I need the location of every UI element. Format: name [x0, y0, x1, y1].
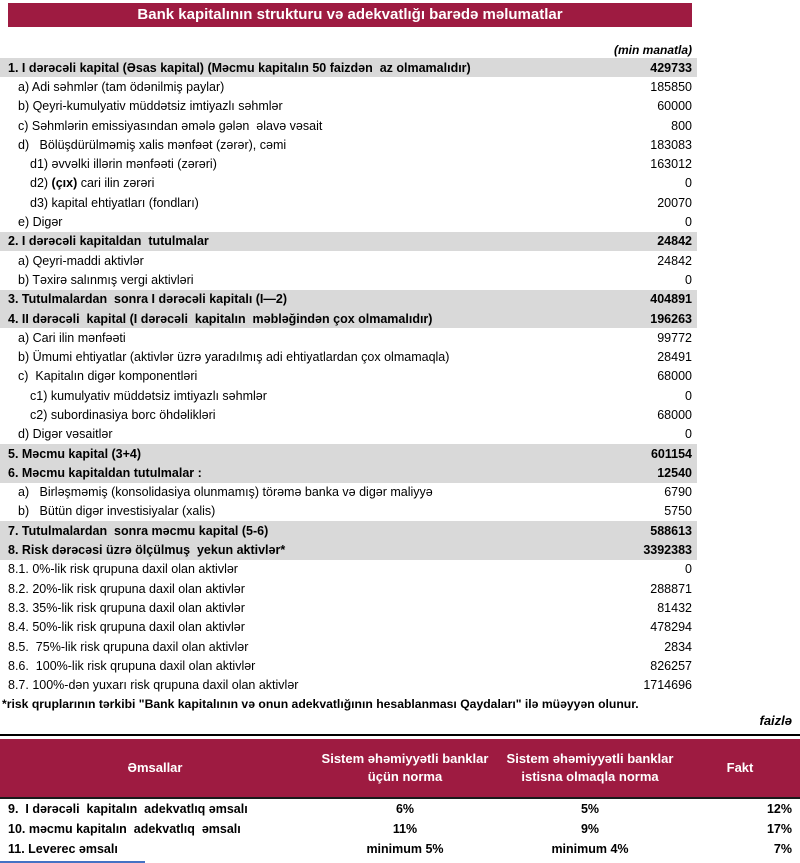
row-label: d) Digər vəsaitlər: [18, 427, 113, 442]
norm-non-systemic-value: minimum 4%: [551, 841, 629, 856]
fact-value: 12%: [766, 801, 792, 816]
row-value: 0: [685, 388, 692, 403]
row-label: 5. Məcmu kapital (3+4): [8, 446, 142, 461]
row-label: 9. I dərəcəli kapitalın adekvatlıq əmsalı: [8, 801, 248, 816]
row-value: 185850: [650, 79, 692, 94]
row-value: 826257: [650, 658, 692, 673]
row-value: 20070: [657, 195, 692, 210]
row-value: 429733: [650, 60, 692, 75]
row-value: 5750: [664, 504, 692, 519]
row-label: 1. I dərəcəli kapital (Əsas kapital) (Məcmu kapitalın 50 faizdən az olmamalıdır): [8, 60, 471, 75]
table-row: [0, 309, 697, 328]
row-label: b) Ümumi ehtiyatlar (aktivlər üzrə yaradılmış adi ehtiyatlardan çox olmamaqla): [18, 350, 450, 365]
fact-value: 17%: [766, 821, 792, 836]
table-row: [0, 560, 697, 579]
row-value: 588613: [650, 523, 692, 538]
row-value: 196263: [650, 311, 692, 326]
row-label: d) Bölüşdürülməmiş xalis mənfəət (zərər), cəmi: [18, 137, 287, 152]
table-row: [0, 347, 697, 366]
table-row: [0, 502, 697, 521]
table-row: [0, 839, 800, 859]
row-value: 68000: [657, 369, 692, 384]
row-label: c1) kumulyativ müddətsiz imtiyazlı səhmlər: [30, 388, 267, 403]
capital-structure-table: [0, 58, 697, 695]
row-value: 0: [685, 427, 692, 442]
row-label: a) Birləşməmiş (konsolidasiya olunmamış) törəmə banka və digər maliyyə: [18, 485, 433, 500]
row-label: 7. Tutulmalardan sonra məcmu kapital (5-6): [8, 523, 269, 538]
table-row: [0, 154, 697, 173]
table-row: [0, 193, 697, 212]
row-value: 601154: [650, 446, 692, 461]
table-row: [0, 251, 697, 270]
table-row: [0, 270, 697, 289]
page-title: Bank kapitalının strukturu və adekvatlığı barədə məlumatlar: [8, 3, 692, 27]
header-norm-non-systemic: Sistem əhəmiyyətli banklar istisna olmaqla norma: [506, 750, 674, 784]
row-label: 8. Risk dərəcəsi üzrə ölçülmuş yekun aktivlər*: [8, 543, 286, 558]
row-value: 404891: [650, 292, 692, 307]
norm-systemic-value: 11%: [392, 821, 418, 836]
table-row: [0, 290, 697, 309]
header-norm-systemic: Sistem əhəmiyyətli banklar üçün norma: [321, 750, 489, 784]
table-row: [0, 656, 697, 675]
table-row: [0, 386, 697, 405]
fact-value: 7%: [773, 841, 792, 856]
table-row: [0, 174, 697, 193]
row-label: d2) (çıx) cari ilin zərəri: [30, 176, 155, 191]
row-label: a) Adi səhmlər (tam ödənilmiş paylar): [18, 79, 225, 94]
adequacy-ratios-table: [0, 734, 800, 859]
row-value: 288871: [650, 581, 692, 596]
row-value: 800: [671, 118, 692, 133]
row-value: 0: [685, 176, 692, 191]
table-row: [0, 97, 697, 116]
row-label: 6. Məcmu kapitaldan tutulmalar :: [8, 465, 202, 480]
row-label: 8.5. 75%-lik risk qrupuna daxil olan aktivlər: [8, 639, 249, 654]
table-row: [0, 212, 697, 231]
norm-systemic-value: 6%: [395, 801, 415, 816]
table-row: [0, 521, 697, 540]
row-label: 8.1. 0%-lik risk qrupuna daxil olan aktivlər: [8, 562, 238, 577]
row-label: c) Səhmlərin emissiyasından əmələ gələn əlavə vəsait: [18, 118, 323, 133]
unit-note-min-manatla: (min manatla): [613, 43, 692, 57]
row-label: a) Cari ilin mənfəəti: [18, 330, 126, 345]
row-label: b) Təxirə salınmış vergi aktivləri: [18, 272, 194, 287]
risk-groups-footnote: *risk qruplarının tərkibi "Bank kapitalının və onun adekvatlığının hesablanması Qaydaları" ilə müəyyən olunur.: [2, 696, 639, 711]
row-label: 11. Leverec əmsalı: [8, 841, 118, 856]
row-label: b) Qeyri-kumulyativ müddətsiz imtiyazlı səhmlər: [18, 99, 283, 114]
row-value: 0: [685, 562, 692, 577]
row-label: 8.2. 20%-lik risk qrupuna daxil olan aktivlər: [8, 581, 245, 596]
row-label: 3. Tutulmalardan sonra I dərəcəli kapitalı (I—2): [8, 292, 288, 307]
row-label: e) Digər: [18, 215, 63, 230]
row-value: 0: [685, 272, 692, 287]
row-label: 8.4. 50%-lik risk qrupuna daxil olan aktivlər: [8, 620, 245, 635]
row-value: 12540: [657, 465, 692, 480]
row-value: 0: [685, 215, 692, 230]
row-value: 2834: [664, 639, 692, 654]
row-label: a) Qeyri-maddi aktivlər: [18, 253, 144, 268]
row-label: 8.6. 100%-lik risk qrupuna daxil olan aktivlər: [8, 658, 256, 673]
row-label: 8.7. 100%-dən yuxarı risk qrupuna daxil olan aktivlər: [8, 678, 299, 693]
table-row: [0, 405, 697, 424]
row-label: 4. II dərəcəli kapital (I dərəcəli kapitalın məbləğindən çox olmamalıdır): [8, 311, 433, 326]
table-row: [0, 135, 697, 154]
table-row: [0, 116, 697, 135]
table-row: [0, 444, 697, 463]
table-row: [0, 58, 697, 77]
row-value: 24842: [657, 234, 692, 249]
row-label: 2. I dərəcəli kapitaldan tutulmalar: [8, 234, 209, 249]
row-value: 28491: [657, 350, 692, 365]
table-row: [0, 232, 697, 251]
table-row: [0, 367, 697, 386]
table-row: [0, 676, 697, 695]
norm-non-systemic-value: 9%: [580, 821, 600, 836]
row-label: c) Kapitalın digər komponentləri: [18, 369, 198, 384]
norm-systemic-value: minimum 5%: [366, 841, 444, 856]
table-row: [0, 77, 697, 96]
row-value: 183083: [650, 137, 692, 152]
row-value: 478294: [650, 620, 692, 635]
table-row: [0, 799, 800, 819]
report-page: [0, 3, 800, 863]
row-value: 1714696: [643, 678, 692, 693]
header-fact: Fakt: [726, 759, 754, 775]
row-label: b) Bütün digər investisiyalar (xalis): [18, 504, 216, 519]
table-row: [0, 425, 697, 444]
table-row: [0, 618, 697, 637]
table-row: [0, 598, 697, 617]
row-value: 99772: [657, 330, 692, 345]
row-value: 24842: [657, 253, 692, 268]
row-value: 60000: [657, 99, 692, 114]
row-value: 6790: [664, 485, 692, 500]
row-value: 3392383: [643, 543, 692, 558]
table-row: [0, 819, 800, 839]
row-value: 163012: [650, 157, 692, 172]
norm-non-systemic-value: 5%: [580, 801, 600, 816]
row-label: d1) əvvəlki illərin mənfəəti (zərəri): [30, 157, 217, 172]
table-row: [0, 483, 697, 502]
row-label: c2) subordinasiya borc öhdəlikləri: [30, 407, 216, 422]
table-row: [0, 637, 697, 656]
unit-note-faizle: faizlə: [759, 712, 792, 728]
row-label: 8.3. 35%-lik risk qrupuna daxil olan aktivlər: [8, 600, 245, 615]
ratios-table-header: [0, 739, 800, 799]
header-coefficients: Əmsallar: [127, 759, 183, 775]
row-value: 68000: [657, 407, 692, 422]
row-label: d3) kapital ehtiyatları (fondları): [30, 195, 199, 210]
table-row: [0, 328, 697, 347]
ratios-table-body: [0, 799, 800, 859]
row-label: 10. məcmu kapitalın adekvatlıq əmsalı: [8, 821, 241, 836]
table-row: [0, 540, 697, 559]
table-row: [0, 463, 697, 482]
table-row: [0, 579, 697, 598]
row-value: 81432: [657, 600, 692, 615]
